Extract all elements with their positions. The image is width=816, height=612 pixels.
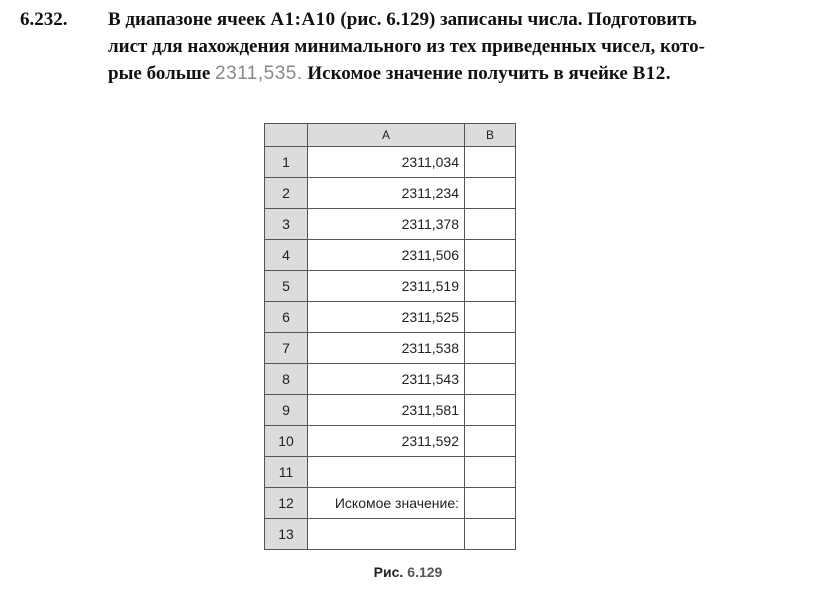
table-row: [265, 209, 516, 240]
threshold-value: 2311,535.: [215, 63, 303, 84]
problem-statement: [20, 6, 810, 87]
cell-b: [465, 209, 516, 240]
cell-range: A1:A10: [270, 9, 336, 30]
cell-b: [465, 457, 516, 488]
table-row: [265, 457, 516, 488]
cell-b: [465, 488, 516, 519]
figure-caption: [0, 564, 816, 580]
problem-line-2: [20, 33, 810, 60]
cell-a: Искомое значение:: [308, 488, 465, 519]
target-cell: B12.: [632, 63, 671, 84]
row-number: 6: [265, 302, 308, 333]
cell-a: [308, 519, 465, 550]
table-row: [265, 147, 516, 178]
row-number: 8: [265, 364, 308, 395]
table-row: [265, 488, 516, 519]
cell-b: [465, 240, 516, 271]
row-number: 1: [265, 147, 308, 178]
cell-b: [465, 147, 516, 178]
corner-cell: [265, 124, 308, 147]
table-row: [265, 240, 516, 271]
cell-a: 2311,519: [308, 271, 465, 302]
problem-text: рые больше: [108, 63, 211, 84]
table-row: [265, 333, 516, 364]
problem-text: (рис. 6.129) записаны числа. Подготовить: [340, 9, 697, 30]
cell-a: 2311,543: [308, 364, 465, 395]
cell-a: 2311,234: [308, 178, 465, 209]
row-number: 5: [265, 271, 308, 302]
cell-b: [465, 426, 516, 457]
cell-a: 2311,525: [308, 302, 465, 333]
column-header-row: [265, 124, 516, 147]
row-number: 3: [265, 209, 308, 240]
problem-number: 6.232.: [20, 9, 68, 30]
cell-a: 2311,592: [308, 426, 465, 457]
row-number: 12: [265, 488, 308, 519]
row-number: 10: [265, 426, 308, 457]
problem-text: лист для нахождения минимального из тех приведенных чисел, кото-: [108, 36, 705, 57]
cell-b: [465, 364, 516, 395]
cell-b: [465, 333, 516, 364]
row-number: 2: [265, 178, 308, 209]
row-number: 11: [265, 457, 308, 488]
row-number: 7: [265, 333, 308, 364]
row-number: 4: [265, 240, 308, 271]
cell-b: [465, 395, 516, 426]
problem-line-1: [20, 6, 810, 33]
table-row: [265, 395, 516, 426]
cell-a: 2311,581: [308, 395, 465, 426]
cell-b: [465, 271, 516, 302]
cell-b: [465, 302, 516, 333]
spreadsheet-figure: [264, 123, 516, 550]
table-row: [265, 426, 516, 457]
cell-a: [308, 457, 465, 488]
caption-prefix: Рис.: [373, 564, 404, 580]
problem-line-3: [20, 60, 810, 87]
row-number: 9: [265, 395, 308, 426]
problem-text: В диапазоне ячеек: [108, 9, 266, 30]
table-row: [265, 178, 516, 209]
caption-number: 6.129: [407, 564, 443, 580]
table-row: [265, 364, 516, 395]
cell-b: [465, 519, 516, 550]
row-number: 13: [265, 519, 308, 550]
cell-a: 2311,034: [308, 147, 465, 178]
table-row: [265, 519, 516, 550]
table-row: [265, 271, 516, 302]
cell-a: 2311,378: [308, 209, 465, 240]
sheet-rows: [265, 147, 516, 550]
cell-b: [465, 178, 516, 209]
cell-a: 2311,506: [308, 240, 465, 271]
cell-a: 2311,538: [308, 333, 465, 364]
column-header-a: A: [308, 124, 465, 147]
column-header-b: B: [465, 124, 516, 147]
problem-text: Искомое значение получить в ячейке: [307, 63, 628, 84]
table-row: [265, 302, 516, 333]
